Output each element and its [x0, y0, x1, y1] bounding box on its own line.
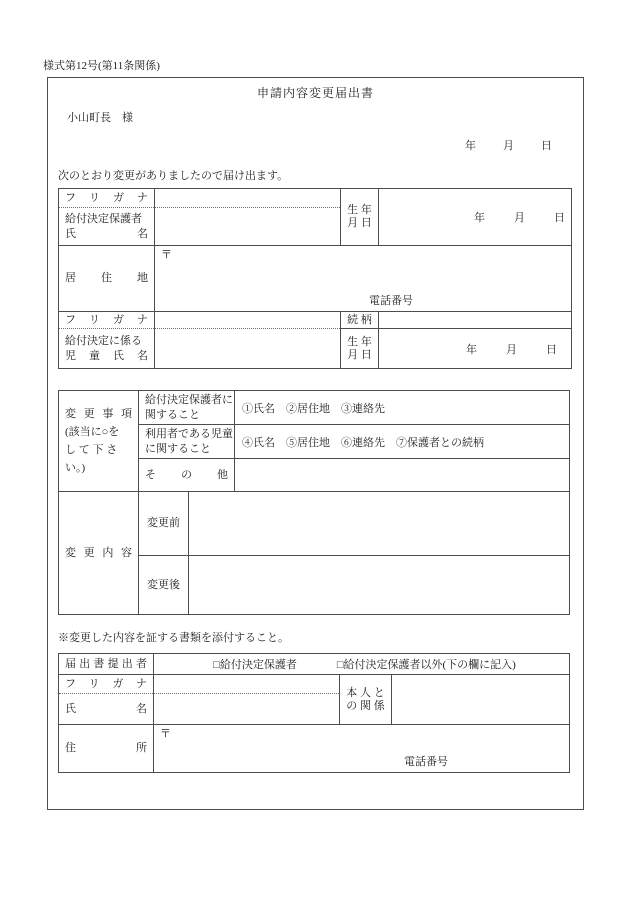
guardian-date-day: 日: [554, 212, 565, 224]
child-birthdate-label-cell: [340, 329, 378, 368]
submitter-furigana-label-cell: [59, 674, 153, 694]
submitter-phone-label: 電話番号: [404, 756, 448, 768]
change-category-guardian-cell: [138, 391, 234, 424]
change-items-label-4: い。): [65, 461, 86, 474]
child-date-year: 年: [466, 343, 477, 356]
change-items-label-3: し て 下 さ: [65, 443, 118, 456]
change-items-label-2: (該当に○を: [65, 425, 120, 438]
change-category-other-cell: [138, 458, 234, 491]
child-name-label-2: 児 童 氏 名: [65, 349, 148, 362]
child-name-label-cell: [59, 329, 154, 368]
submitter-label-cell: [59, 654, 153, 674]
guardian-furigana-input[interactable]: [154, 189, 340, 208]
header-date-year: 年: [465, 140, 476, 152]
change-items-label-1: 変 更 事 項: [65, 407, 132, 420]
change-options-other-input[interactable]: [234, 458, 569, 491]
child-name-label-1: 給付決定に係る: [65, 334, 142, 347]
change-after-label: 変更後: [147, 578, 180, 591]
guardian-birthdate-label-1: 生 年: [347, 204, 372, 216]
change-category-guardian-2: 関すること: [145, 408, 200, 421]
header-date-month: 月: [503, 140, 514, 152]
submitter-name-label: 氏 名: [65, 702, 147, 715]
change-after-input[interactable]: [188, 555, 569, 614]
change-category-child-2: に関すること: [145, 442, 211, 455]
header-date: [465, 137, 552, 153]
submitter-type-cell: [153, 654, 569, 674]
change-items-label-cell: [59, 391, 138, 491]
guardian-furigana-label-cell: [59, 189, 154, 208]
residence-input[interactable]: [154, 245, 571, 311]
submitter-relation-input[interactable]: [391, 674, 569, 724]
checkbox-non-guardian[interactable]: □給付決定保護者以外(下の欄に記入): [336, 659, 516, 671]
change-options-child-text: ④氏名 ⑤居住地 ⑥連絡先 ⑦保護者との続柄: [242, 436, 484, 449]
checkbox-guardian[interactable]: □給付決定保護者: [213, 659, 297, 671]
change-options-child[interactable]: [234, 424, 569, 458]
change-options-guardian-text: ①氏名 ②居住地 ③連絡先: [242, 402, 385, 415]
child-date-month: 月: [506, 343, 517, 356]
page-title: 申請内容変更届出書: [256, 86, 374, 100]
addressee: 小山町長 様: [67, 112, 133, 124]
change-category-child-1: 利用者である児童: [145, 427, 233, 440]
submitter-relation-label-1: 本 人 と: [346, 686, 385, 699]
submitter-name-input[interactable]: [153, 694, 339, 724]
guardian-name-label-1: 給付決定保護者: [65, 212, 142, 225]
intro-text: 次のとおり変更がありましたので届け出ます。: [58, 170, 289, 182]
guardian-birthdate-label-cell: [340, 189, 378, 245]
change-content-label: 変 更 内 容: [65, 546, 132, 559]
phone-label: 電話番号: [369, 295, 413, 307]
residence-label-cell: [59, 245, 154, 311]
guardian-name-label-2: 氏 名: [65, 227, 148, 240]
submitter-postal-mark: 〒: [160, 728, 171, 740]
submitter-relation-label-2: の 関 係: [346, 699, 385, 712]
attachment-note: ※変更した内容を証する書類を添付すること。: [58, 632, 289, 644]
guardian-name-label-cell: [59, 208, 154, 245]
change-table: [58, 390, 570, 615]
submitter-address-label: 住 所: [65, 742, 147, 754]
submitter-furigana-label: フ リ ガ ナ: [65, 677, 147, 690]
relation-label-cell: [340, 311, 378, 329]
change-category-child-cell: [138, 424, 234, 458]
guardian-furigana-label: フ リ ガ ナ: [65, 191, 148, 204]
child-furigana-label: フ リ ガ ナ: [65, 313, 148, 326]
change-before-input[interactable]: [188, 492, 569, 555]
change-options-guardian[interactable]: [234, 391, 569, 424]
child-furigana-input[interactable]: [154, 311, 340, 329]
submitter-address-input[interactable]: [153, 724, 569, 772]
relation-input[interactable]: [378, 311, 571, 329]
child-date-day: 日: [546, 343, 557, 356]
change-content-label-cell: [59, 492, 138, 614]
submitter-address-label-cell: [59, 724, 153, 772]
submitter-table: [58, 653, 570, 773]
submitter-furigana-input[interactable]: [153, 674, 339, 694]
submitter-name-label-cell: [59, 694, 153, 724]
child-name-input[interactable]: [154, 329, 340, 368]
change-before-label-cell: [138, 492, 188, 555]
submitter-label: 届出書提出者: [65, 657, 147, 670]
guardian-date-month: 月: [514, 212, 525, 224]
change-after-label-cell: [138, 555, 188, 614]
residence-label: 居 住 地: [65, 272, 148, 284]
submitter-relation-label-cell: [339, 674, 391, 724]
child-birthdate-input[interactable]: [378, 329, 571, 368]
guardian-info-table: [58, 188, 572, 369]
child-furigana-label-cell: [59, 311, 154, 329]
relation-label: 続 柄: [347, 313, 372, 326]
change-category-other: そ の 他: [145, 468, 228, 481]
form-number: 様式第12号(第11条関係): [43, 60, 160, 72]
change-category-guardian-1: 給付決定保護者に: [145, 393, 233, 406]
guardian-name-input[interactable]: [154, 208, 340, 245]
postal-mark: 〒: [161, 249, 172, 261]
child-birthdate-label-1: 生 年: [347, 335, 372, 348]
guardian-birthdate-label-2: 月 日: [347, 217, 372, 229]
header-date-day: 日: [541, 140, 552, 152]
guardian-date-year: 年: [474, 212, 485, 224]
child-birthdate-label-2: 月 日: [347, 348, 372, 361]
change-before-label: 変更前: [147, 517, 180, 529]
guardian-birthdate-input[interactable]: [378, 189, 571, 245]
